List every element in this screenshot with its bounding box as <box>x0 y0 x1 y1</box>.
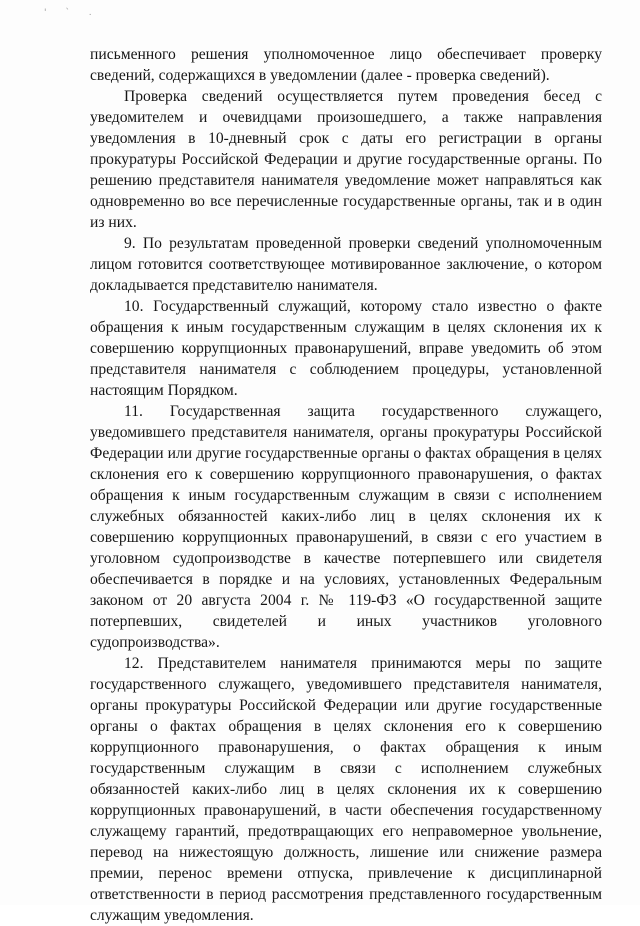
paragraph-item-12: 12. Представителем нанимателя принимаются меры по защите государственного служащего, уведомившего представителя нанимателя, органы прокуратуры Российской Федерации или другие государственные органы о фактах обращения в целях склонения его к совершению коррупционного правонарушения, о фактах обращения к иным государственным служащим в связи с исполнением служебных обязанностей каких-либо лиц в целях склонения их к совершению коррупционных правонарушений, в части обеспечения государственному служащему гарантий, предотвращающих его неправомерное увольнение, перевод на нижестоящую должность, лишение или снижение размера премии, перенос времени отпуска, привлечение к дисциплинарной ответственности в период рассмотрения представленного государственным служащим уведомления. <box>90 655 602 924</box>
paragraph-item-11: 11. Государственная защита государственного служащего, уведомившего представителя нанимателя, органы прокуратуры Российской Федерации или другие государственные органы о фактах обращения в целях склонения его к совершению коррупционного правонарушения, о фактах обращения к иным государственным служащим в связи с исполнением служебных обязанностей каких-либо лиц в целях склонения их к совершению коррупционных правонарушений, в связи с его участием в уголовном судопроизводстве в качестве потерпевшего или свидетеля обеспечивается в порядке и на условиях, установленных Федеральным законом от 20 августа 2004 г. № 119-ФЗ «О государственной защите потерпевших, свидетелей и иных участников уголовного судопроизводства». <box>90 403 602 651</box>
paragraph-verification: Проверка сведений осуществляется путем проведения бесед с уведомителем и очевидцами произошедшего, а также направления уведомления в 10-дневный срок с даты его регистрации в органы прокуратуры Российской Федерации и другие государственные органы. По решению представителя нанимателя уведомление может направляться как одновременно во все перечисленные государственные органы, так и в один из них. <box>90 88 602 231</box>
paragraph-item-10: 10. Государственный служащий, которому стало известно о факте обращения к иным государственным служащим в целях склонения их к совершению коррупционных правонарушений, вправе уведомить об этом представителя нанимателя с соблюдением процедуры, установленной настоящим Порядком. <box>90 298 602 399</box>
paragraph-continuation: письменного решения уполномоченное лицо обеспечивает проверку сведений, содержащихся в уведомлении (далее - проверка сведений). <box>90 46 602 84</box>
paragraph-item-9: 9. По результатам проведенной проверки сведений уполномоченным лицом готовится соответствующее мотивированное заключение, о котором докладывается представителю нанимателя. <box>90 235 602 294</box>
scan-artifact-marks: ' ` . <box>44 8 100 18</box>
document-body <box>90 44 602 926</box>
